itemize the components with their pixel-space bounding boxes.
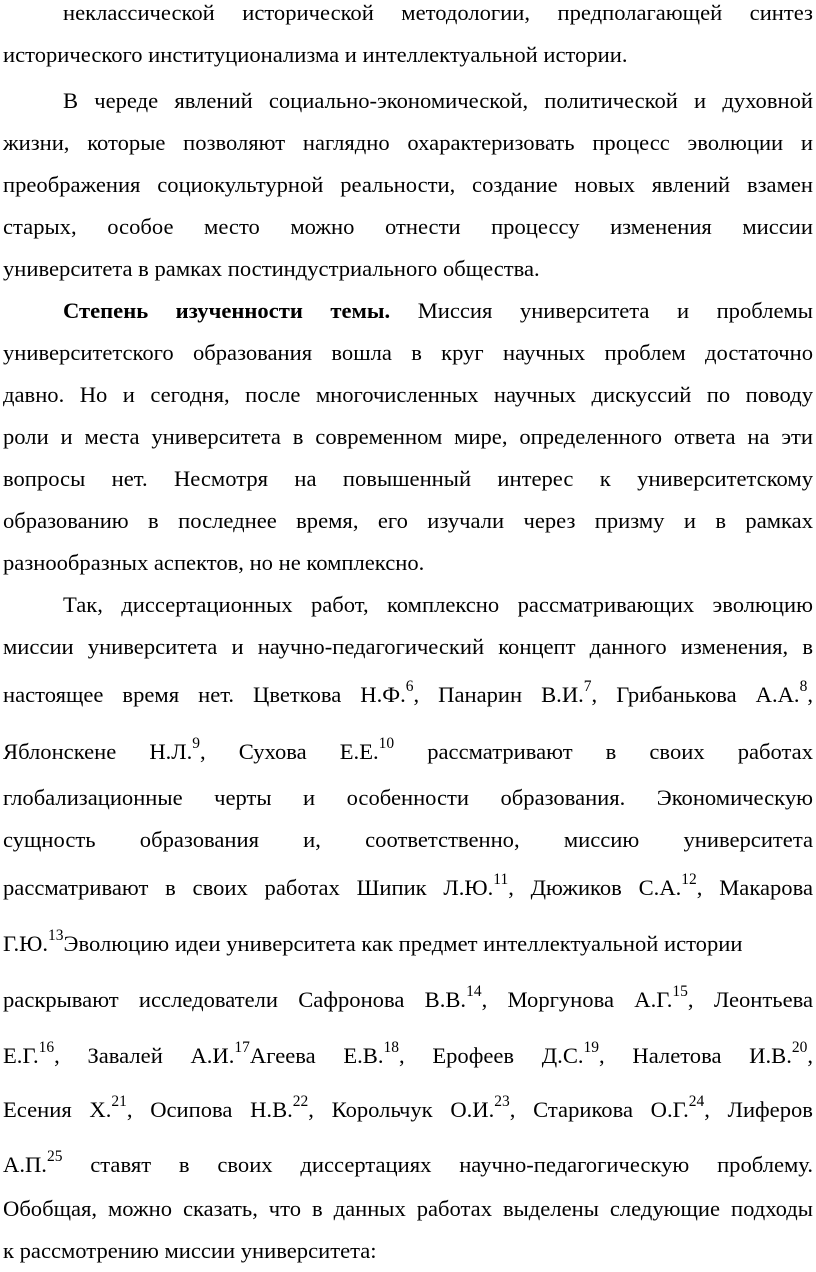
footnote-ref-12[interactable]: 12 bbox=[681, 871, 697, 889]
footnote-ref-23[interactable]: 23 bbox=[494, 1093, 510, 1111]
text-line bbox=[3, 825, 813, 855]
footnote-ref-17[interactable]: 17 bbox=[234, 1039, 250, 1057]
text-span: Обобщая, можно сказать, что в данных работах выделены следующие подходы bbox=[3, 1196, 813, 1221]
text-line bbox=[3, 1041, 813, 1071]
footnote-ref-10[interactable]: 10 bbox=[378, 735, 395, 753]
text-span: , Моргунова А.Г. bbox=[481, 987, 673, 1012]
footnote-ref-9[interactable]: 9 bbox=[192, 735, 201, 753]
text-line bbox=[3, 338, 813, 368]
text-line bbox=[3, 873, 813, 903]
text-line bbox=[3, 1150, 813, 1180]
text-span: Миссия университета и проблемы bbox=[417, 298, 813, 323]
text-span: рассматривают в своих работах Шипик Л.Ю. bbox=[3, 875, 494, 900]
text-span: рассматривают в своих работах bbox=[394, 739, 813, 764]
text-line bbox=[3, 985, 813, 1015]
text-span: Агеева Е.В. bbox=[249, 1043, 384, 1068]
footnote-ref-6[interactable]: 6 bbox=[405, 678, 414, 696]
text-line bbox=[3, 632, 813, 662]
text-span: глобализационные черты и особенности образования. Экономическую bbox=[3, 785, 813, 810]
text-span: неклассической исторической методологии, предполагающей синтез bbox=[63, 0, 813, 25]
footnote-ref-18[interactable]: 18 bbox=[383, 1039, 399, 1057]
footnote-ref-16[interactable]: 16 bbox=[38, 1039, 55, 1057]
text-span: к рассмотрению миссии университета: bbox=[3, 1238, 377, 1263]
text-span: вопросы нет. Несмотря на повышенный интерес к университетскому bbox=[3, 466, 813, 491]
text-span: роли и места университета в современном мире, определенного ответа на эти bbox=[3, 424, 813, 449]
text-line bbox=[3, 929, 813, 959]
text-line bbox=[3, 1236, 813, 1266]
text-line bbox=[3, 170, 813, 200]
text-span: Есения Х. bbox=[3, 1097, 112, 1122]
text-line bbox=[3, 737, 813, 767]
text-line bbox=[3, 1095, 813, 1125]
text-span: разнообразных аспектов, но не комплексно. bbox=[3, 550, 425, 575]
text-span: , bbox=[807, 1043, 814, 1068]
text-span: , Сухова Е.Е. bbox=[200, 739, 379, 764]
text-span: Г.Ю. bbox=[3, 931, 49, 956]
text-span: Эволюцию идеи университета как предмет интеллектуальной истории bbox=[63, 931, 743, 956]
text-span: , Старикова О.Г. bbox=[509, 1097, 689, 1122]
text-span: , Макарова bbox=[696, 875, 813, 900]
text-span: В череде явлений социально-экономической, политической и духовной bbox=[63, 88, 813, 113]
text-span: образованию в последнее время, его изучали через призму и в рамках bbox=[3, 508, 813, 533]
text-line bbox=[63, 0, 813, 28]
section-heading: Степень изученности темы. bbox=[63, 298, 391, 323]
text-span: Так, диссертационных работ, комплексно рассматривающих эволюцию bbox=[63, 592, 813, 617]
text-span: ставят в своих диссертациях научно-педагогическую проблему. bbox=[62, 1152, 813, 1177]
text-span: , Налетова И.В. bbox=[599, 1043, 792, 1068]
text-line bbox=[63, 590, 813, 620]
text-line bbox=[3, 254, 813, 284]
text-line bbox=[3, 212, 813, 242]
text-line bbox=[3, 380, 813, 410]
text-span: сущность образования и, соответственно, миссию университета bbox=[3, 827, 813, 852]
text-span: Яблонскене Н.Л. bbox=[3, 739, 193, 764]
text-span: исторического институционализма и интеллектуальной истории. bbox=[3, 42, 628, 67]
text-line bbox=[63, 296, 813, 326]
text-line bbox=[63, 86, 813, 116]
footnote-ref-21[interactable]: 21 bbox=[111, 1093, 127, 1111]
text-span: А.П. bbox=[3, 1152, 47, 1177]
text-span: , Ерофеев Д.С. bbox=[399, 1043, 584, 1068]
text-span: преображения социокультурной реальности, создание новых явлений взамен bbox=[3, 172, 813, 197]
text-span: университета в рамках постиндустриального общества. bbox=[3, 256, 540, 281]
text-span: , Леонтьева bbox=[687, 987, 814, 1012]
text-span: , Панарин В.И. bbox=[413, 682, 584, 707]
text-span: , Осипова Н.В. bbox=[126, 1097, 293, 1122]
footnote-ref-20[interactable]: 20 bbox=[791, 1039, 808, 1057]
footnote-ref-14[interactable]: 14 bbox=[466, 983, 482, 1001]
text-span: , bbox=[807, 682, 813, 707]
text-span: настоящее время нет. Цветкова Н.Ф. bbox=[3, 682, 406, 707]
text-span: давно. Но и сегодня, после многочисленных научных дискуссий по поводу bbox=[3, 382, 813, 407]
text-span: старых, особое место можно отнести процессу изменения миссии bbox=[3, 214, 813, 239]
text-line bbox=[3, 1194, 813, 1224]
text-span: миссии университета и научно-педагогический концепт данного изменения, в bbox=[3, 634, 813, 659]
text-line bbox=[3, 464, 813, 494]
text-span: , Дюжиков С.А. bbox=[508, 875, 682, 900]
footnote-ref-22[interactable]: 22 bbox=[292, 1093, 309, 1111]
footnote-ref-15[interactable]: 15 bbox=[672, 983, 688, 1001]
text-line bbox=[3, 422, 813, 452]
text-line bbox=[3, 783, 813, 813]
footnote-ref-8[interactable]: 8 bbox=[799, 678, 808, 696]
text-line bbox=[3, 40, 813, 70]
text-line bbox=[3, 128, 813, 158]
text-span: , Завалей А.И. bbox=[54, 1043, 235, 1068]
footnote-ref-7[interactable]: 7 bbox=[583, 678, 592, 696]
footnote-ref-19[interactable]: 19 bbox=[583, 1039, 600, 1057]
footnote-ref-13[interactable]: 13 bbox=[48, 927, 64, 945]
text-span: , Грибанькова А.А. bbox=[591, 682, 800, 707]
footnote-ref-11[interactable]: 11 bbox=[493, 871, 509, 889]
text-span: , Лиферов bbox=[704, 1097, 813, 1122]
text-span: раскрывают исследователи Сафронова В.В. bbox=[3, 987, 467, 1012]
footnote-ref-24[interactable]: 24 bbox=[688, 1093, 705, 1111]
text-span: , Корольчук О.И. bbox=[308, 1097, 495, 1122]
footnote-ref-25[interactable]: 25 bbox=[46, 1148, 63, 1166]
text-span: университетского образования вошла в круг научных проблем достаточно bbox=[3, 340, 813, 365]
text-line bbox=[3, 506, 813, 536]
text-line bbox=[3, 680, 813, 710]
text-line bbox=[3, 548, 813, 578]
text-span: Е.Г. bbox=[3, 1043, 39, 1068]
text-span: жизни, которые позволяют наглядно охарактеризовать процесс эволюции и bbox=[3, 130, 813, 155]
